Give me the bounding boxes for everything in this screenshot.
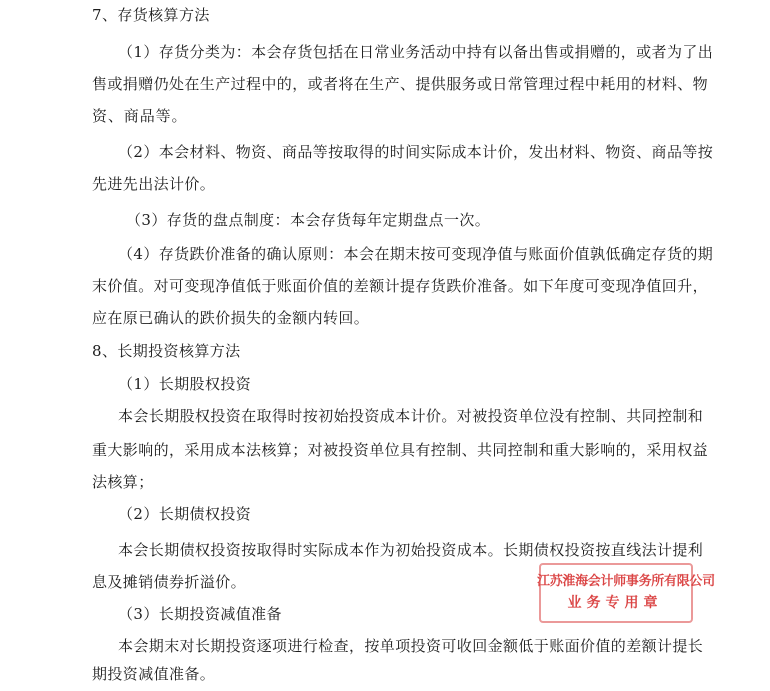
paragraph-line: （1）存货分类为：本会存货包括在日常业务活动中持有以备出售或捐赠的，或者为了出 bbox=[118, 43, 714, 61]
section-7-heading: 7、存货核算方法 bbox=[92, 6, 210, 24]
paragraph-line: 本会长期债权投资按取得时实际成本作为初始投资成本。长期债权投资按直线法计提利 bbox=[118, 541, 704, 559]
section-8-heading: 8、长期投资核算方法 bbox=[92, 342, 241, 360]
paragraph-line: 息及摊销债券折溢价。 bbox=[92, 573, 247, 591]
company-seal-stamp bbox=[537, 558, 715, 624]
paragraph-line: 先进先出法计价。 bbox=[92, 175, 216, 193]
paragraph-line: 期投资减值准备。 bbox=[92, 665, 216, 683]
paragraph-line: （3）存货的盘点制度：本会存货每年定期盘点一次。 bbox=[126, 211, 491, 229]
paragraph-line: 法核算； bbox=[92, 473, 154, 491]
stamp-purpose-text: 业务专用章 bbox=[567, 595, 663, 611]
paragraph-line: 末价值。对可变现净值低于账面价值的差额计提存货跌价准备。如下年度可变现净值回升， bbox=[92, 277, 709, 295]
paragraph-line: 本会长期股权投资在取得时按初始投资成本计价。对被投资单位没有控制、共同控制和 bbox=[118, 407, 704, 425]
paragraph-line: （2）本会材料、物资、商品等按取得的时间实际成本计价，发出材料、物资、商品等按 bbox=[118, 143, 714, 161]
paragraph-line: 资、商品等。 bbox=[92, 107, 188, 125]
stamp-company-name: 江苏淮海会计师事务所有限公司 bbox=[537, 574, 715, 589]
paragraph-line: 应在原已确认的跌价损失的金额内转回。 bbox=[92, 309, 370, 327]
subsection-title: （3）长期投资减值准备 bbox=[118, 605, 282, 623]
paragraph-line: 本会期末对长期投资逐项进行检查，按单项投资可收回金额低于账面价值的差额计提长 bbox=[118, 637, 704, 655]
subsection-title: （1）长期股权投资 bbox=[118, 375, 252, 393]
paragraph-line: （4）存货跌价准备的确认原则：本会在期末按可变现净值与账面价值孰低确定存货的期 bbox=[118, 245, 714, 263]
paragraph-line: 售或捐赠仍处在生产过程中的，或者将在生产、提供服务或日常管理过程中耗用的材料、物 bbox=[92, 75, 709, 93]
paragraph-line: 重大影响的，采用成本法核算；对被投资单位具有控制、共同控制和重大影响的，采用权益 bbox=[92, 441, 709, 459]
subsection-title: （2）长期债权投资 bbox=[118, 505, 252, 523]
